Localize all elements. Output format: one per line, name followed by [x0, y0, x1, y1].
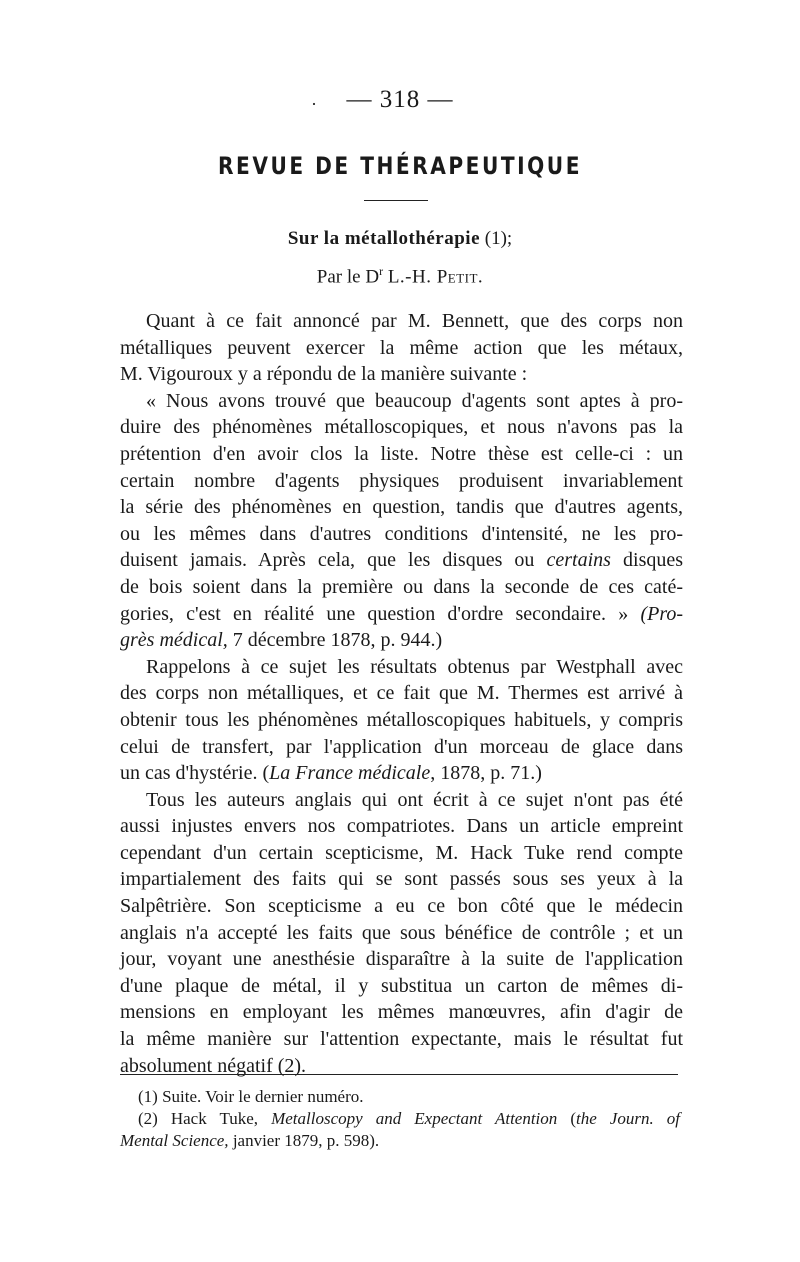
body-line: métalliques peuvent exercer la même action que les métaux,: [120, 336, 683, 359]
body-line: aussi injustes envers nos compatriotes. Dans un article empreint: [120, 815, 683, 838]
byline-prefix: Par le D: [316, 266, 380, 288]
body-line: [120, 760, 683, 787]
footnote-text: (: [557, 1109, 576, 1128]
body-line: Rappelons à ce sujet les résultats obtenus par Westphall avec: [146, 655, 683, 678]
body-line: [120, 601, 683, 628]
body-line: M. Vigouroux y a répondu de la manière suivante :: [120, 363, 528, 386]
article-title-note: (1);: [480, 228, 513, 249]
running-title: REVUE DE THÉRAPEUTIQUE: [217, 152, 582, 180]
footnote-2: [120, 1108, 680, 1130]
body-line: duire des phénomènes métalloscopiques, et nous n'avons pas la: [120, 416, 683, 439]
byline-sup: r: [379, 264, 384, 278]
page-mark: ·: [311, 94, 317, 114]
body-line: prétention d'en avoir clos la liste. Notre thèse est celle-ci : un: [120, 442, 683, 465]
body-line: celui de transfert, par l'application d'un morceau de glace dans: [120, 735, 683, 758]
body-line: impartialement des faits qui se sont passés sous ses yeux à la: [120, 868, 683, 891]
body-line: absolument négatif (2).: [120, 1054, 307, 1077]
body-line: obtenir tous les phénomènes métalloscopiques habituels, y compris: [120, 708, 683, 731]
body-line-text: , 1878, p. 71.): [430, 762, 542, 785]
body-line: Tous les auteurs anglais qui ont écrit à ce sujet n'ont pas été: [146, 788, 683, 811]
footnote-journal: the Journ. of: [576, 1109, 680, 1128]
body-line: mensions en employant les mêmes manœuvres, afin d'agir de: [120, 1001, 683, 1024]
body-line: d'une plaque de métal, il y substitua un carton de mêmes di-: [120, 974, 683, 997]
body-line: cependant d'un certain scepticisme, M. Hack Tuke rend compte: [120, 841, 683, 864]
body-line: jour, voyant une anesthésie disparaître à la suite de l'application: [120, 948, 683, 971]
article-body: [120, 308, 683, 1079]
italic-progres-medical: grès médical,: [120, 629, 228, 652]
article-title-main: Sur la métallothérapie: [287, 228, 480, 249]
body-line: la même manière sur l'attention expectante, mais le résultat fut: [120, 1028, 683, 1051]
title-divider: [364, 200, 428, 201]
italic-certains: certains: [546, 549, 611, 572]
body-line: Quant à ce fait annoncé par M. Bennett, que des corps non: [146, 310, 683, 332]
footnote-divider: [120, 1074, 678, 1075]
byline: [0, 264, 800, 288]
body-line-text: duisent jamais. Après cela, que les disques ou: [120, 549, 535, 572]
footnote-2-cont: [120, 1130, 680, 1152]
body-line: anglais n'a accepté les faits que sous bénéfice de contrôle ; et un: [120, 921, 683, 944]
body-line-text: 7 décembre 1878, p. 944.): [232, 629, 443, 652]
body-line: ou les mêmes dans d'autres conditions d'intensité, ne les pro-: [120, 522, 683, 545]
article-title: [0, 228, 800, 250]
footnote-text: (2) Hack Tuke,: [138, 1109, 272, 1128]
body-line: la série des phénomènes en question, tandis que d'autres agents,: [120, 496, 683, 519]
body-line: « Nous avons trouvé que beaucoup d'agents sont aptes à pro-: [146, 389, 683, 412]
author-name: L.-H. Petit.: [387, 266, 484, 288]
page-number: — 318 —: [346, 86, 454, 113]
body-line: Salpêtrière. Son scepticisme a eu ce bon côté que le médecin: [120, 895, 683, 918]
body-line: des corps non métalliques, et ce fait que M. Thermes est arrivé à: [120, 682, 683, 705]
body-line-text: un cas d'hystérie. (: [120, 762, 270, 785]
footnote-1: (1) Suite. Voir le dernier numéro.: [138, 1087, 364, 1106]
body-line: [120, 547, 683, 574]
body-line: de bois soient dans la première ou dans la seconde de ces caté-: [120, 575, 683, 598]
body-line-text: gories, c'est en réalité une question d'ordre secondaire. »: [120, 602, 629, 625]
footnote-journal: Mental Science,: [120, 1131, 229, 1150]
italic-france-medicale: La France médicale: [269, 762, 431, 785]
body-line-text: disques: [610, 549, 684, 572]
footnote-title: Metalloscopy and Expectant Attention: [271, 1109, 558, 1128]
italic-progres: (Pro-: [640, 602, 684, 625]
body-line: [120, 627, 683, 654]
footnotes: [120, 1086, 680, 1152]
body-line: certain nombre d'agents physiques produisent invariablement: [120, 469, 683, 492]
footnote-text: janvier 1879, p. 598).: [228, 1131, 380, 1150]
